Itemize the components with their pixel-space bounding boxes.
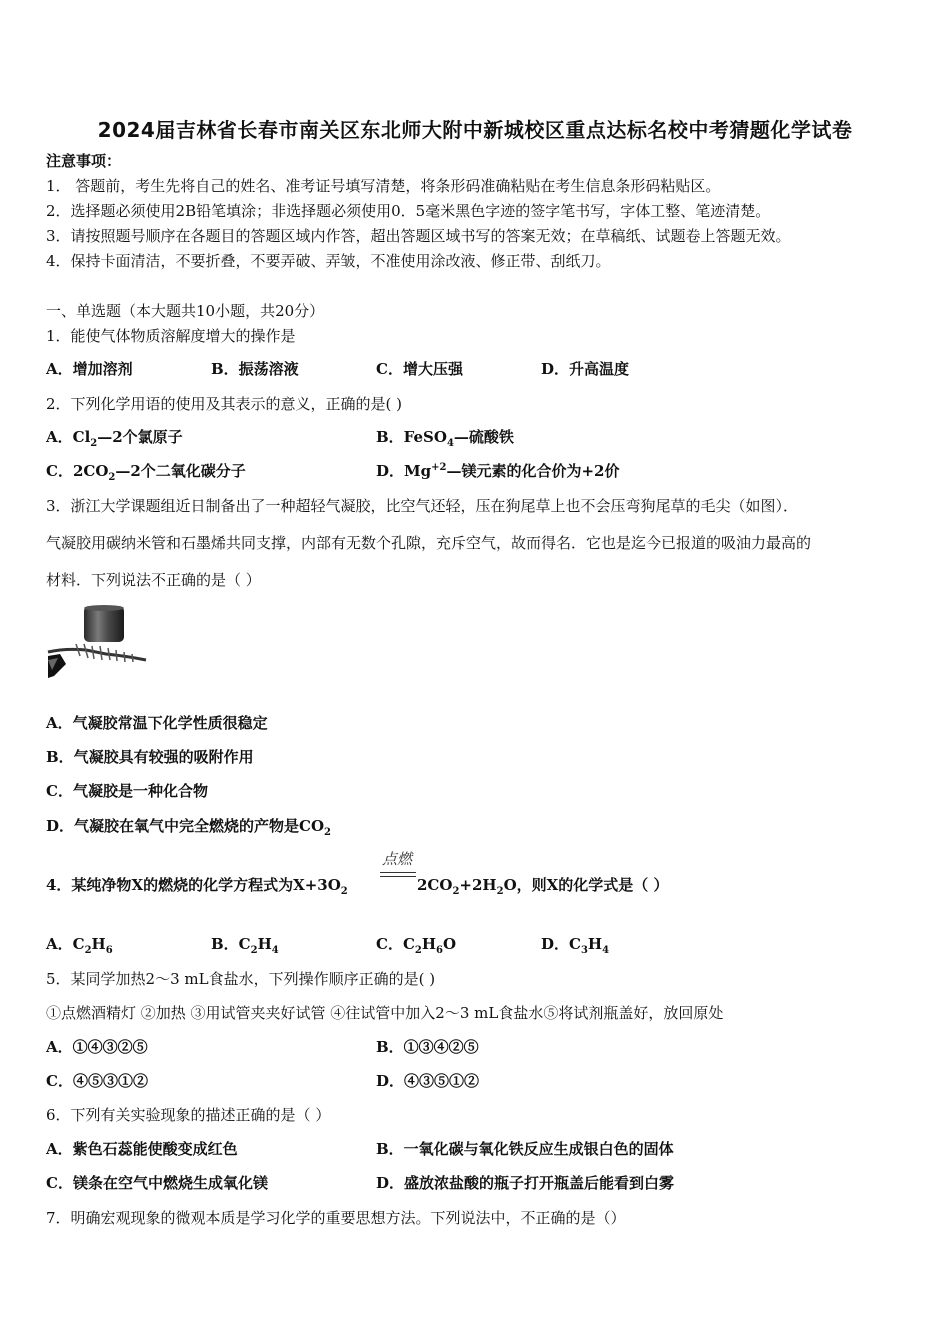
q3-option-d: D．气凝胶在氧气中完全燃烧的产物是$CO_2$ xyxy=(46,817,331,838)
q6-option-d: D．盛放浓盐酸的瓶子打开瓶盖后能看到白雾 xyxy=(376,1174,675,1192)
equation-equals-bar xyxy=(380,876,416,877)
q2-option-b: B．FeSO$_4$—硫酸铁 xyxy=(376,428,514,449)
question-2-stem: 2．下列化学用语的使用及其表示的意义，正确的是( ) xyxy=(46,395,403,413)
question-3-stem-line: 材料．下列说法不正确的是（ ） xyxy=(46,571,261,589)
question-5-steps: ①点燃酒精灯 ②加热 ③用试管夹夹好试管 ④往试管中加入2～3 mL食盐水⑤将试剂瓶盖好，放回原处 xyxy=(46,1004,724,1022)
question-7-stem: 7．明确宏观现象的微观本质是学习化学的重要思想方法。下列说法中，不正确的是（） xyxy=(46,1209,626,1227)
question-3-stem-line: 3．浙江大学课题组近日制备出了一种超轻气凝胶，比空气还轻，压在狗尾草上也不会压弯狗尾草的毛尖（如图）． xyxy=(46,497,799,515)
question-5-stem: 5．某同学加热2～3 mL食盐水，下列操作顺序正确的是( ) xyxy=(46,970,436,988)
reaction-condition: 点燃 xyxy=(381,850,412,868)
q6-option-b: B．一氧化碳与氧化铁反应生成银白色的固体 xyxy=(376,1140,674,1158)
q5-option-d: D．④③⑤①② xyxy=(376,1072,480,1090)
equation-equals-bar xyxy=(380,872,416,873)
q4-option-b: B．$C_2H_4$ xyxy=(211,935,279,956)
q1-option-b: B．振荡溶液 xyxy=(211,360,299,378)
question-4-stem-left: 4．某纯净物X的燃烧的化学方程式为$X+3O_2$ xyxy=(46,876,348,897)
section-heading: 一、单选题（本大题共10小题，共20分） xyxy=(46,302,325,320)
q6-option-a: A．紫色石蕊能使酸变成红色 xyxy=(46,1140,238,1158)
q1-option-d: D．升高温度 xyxy=(541,360,630,378)
question-1-stem: 1．能使气体物质溶解度增大的操作是 xyxy=(46,327,296,345)
question-3-stem-line: 气凝胶用碳纳米管和石墨烯共同支撑，内部有无数个孔隙，充斥空气，故而得名．它也是迄今已报道的吸油力最高的 xyxy=(46,534,812,552)
q5-option-c: C．④⑤③①② xyxy=(46,1072,148,1090)
q5-option-b: B．①③④②⑤ xyxy=(376,1038,479,1056)
question-6-stem: 6．下列有关实验现象的描述正确的是（ ） xyxy=(46,1106,331,1124)
q2-option-c: C．$2CO_2—2$个二氧化碳分子 xyxy=(46,462,246,483)
q2-option-d: D．$Mg^{+2}—$镁元素的化合价为+2价 xyxy=(376,462,620,480)
q4-option-a: A．$C_2H_6$ xyxy=(46,935,113,956)
aerogel-on-grass-photo xyxy=(46,604,150,680)
q3-option-c: C．气凝胶是一种化合物 xyxy=(46,782,208,800)
notice-heading: 注意事项： xyxy=(46,152,122,170)
question-4-stem-right: $2CO_2+2H_2O$，则X的化学式是（ ） xyxy=(417,876,669,897)
q5-option-a: A．①④③②⑤ xyxy=(46,1038,148,1056)
notice-item: 1． 答题前，考生先将自己的姓名、准考证号填写清楚，将条形码准确粘贴在考生信息条形码粘贴区。 xyxy=(46,177,721,195)
q3-option-a: A．气凝胶常温下化学性质很稳定 xyxy=(46,714,268,732)
page-title: 2024届吉林省长春市南关区东北师大附中新城校区重点达标名校中考猜题化学试卷 xyxy=(97,118,853,142)
q4-option-c: C．$C_2H_6O$ xyxy=(376,935,457,956)
q6-option-c: C．镁条在空气中燃烧生成氧化镁 xyxy=(46,1174,268,1192)
q2-option-a: A．$Cl_2—2$个氯原子 xyxy=(46,428,183,449)
q4-option-d: D．$C_3H_4$ xyxy=(541,935,610,956)
q1-option-a: A．增加溶剂 xyxy=(46,360,133,378)
q1-option-c: C．增大压强 xyxy=(376,360,463,378)
notice-item: 2．选择题必须使用2B铅笔填涂；非选择题必须使用0．5毫米黑色字迹的签字笔书写，字体工整、笔迹清楚。 xyxy=(46,202,771,220)
notice-item: 4．保持卡面清洁，不要折叠，不要弄破、弄皱，不准使用涂改液、修正带、刮纸刀。 xyxy=(46,252,611,270)
q3-option-b: B．气凝胶具有较强的吸附作用 xyxy=(46,748,254,766)
notice-item: 3．请按照题号顺序在各题目的答题区域内作答，超出答题区域书写的答案无效；在草稿纸、试题卷上答题无效。 xyxy=(46,227,791,245)
